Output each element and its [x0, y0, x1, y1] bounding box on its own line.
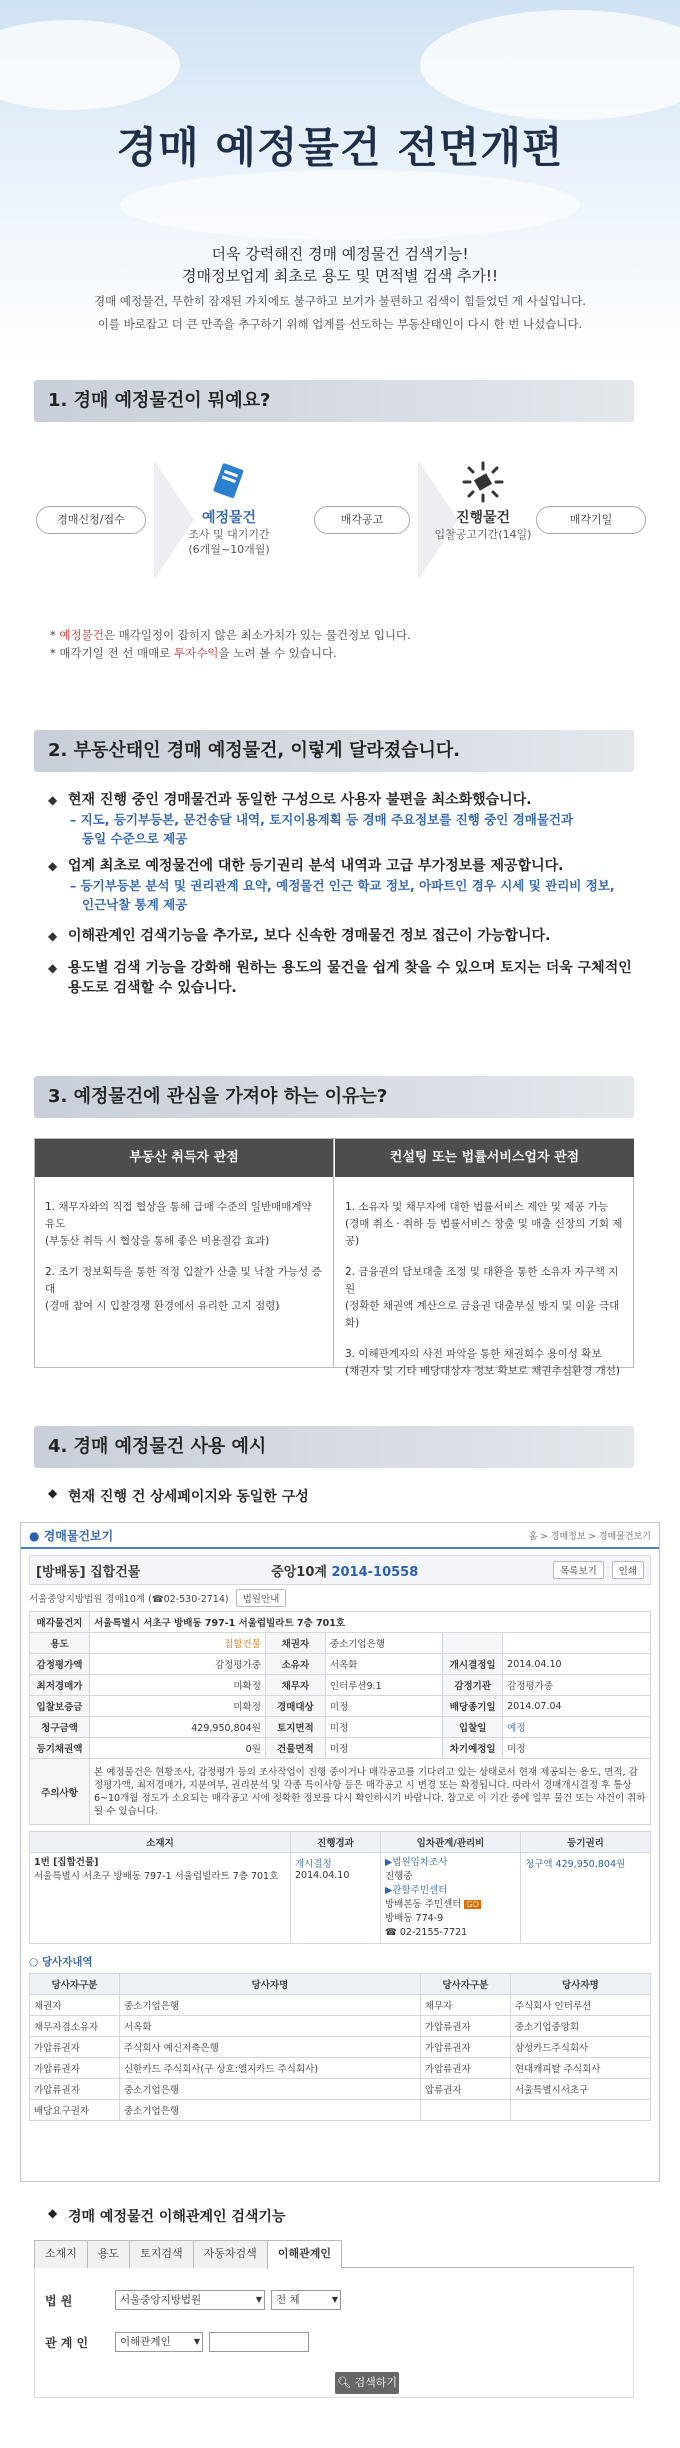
progress-status: 개시결정: [295, 1859, 332, 1870]
party-name: 삼성카드주식회사: [510, 2037, 650, 2058]
party-table: [29, 1973, 651, 2121]
cloud-decoration: [0, 20, 180, 110]
note-highlight: 예정물건: [59, 628, 104, 642]
party-name-input[interactable]: [209, 2332, 309, 2352]
field-label: 경매대상: [265, 1696, 325, 1717]
party-type: 가압류권자: [30, 2058, 120, 2079]
interest-search-heading: ◆ 경매 예정물건 이해관계인 검색기능: [48, 2206, 285, 2226]
party-type: 가압류권자: [420, 2058, 510, 2079]
consultant-point: (채권자 및 기타 배당대상자 정보 확보로 채권추심환경 개선): [345, 1365, 620, 1377]
court-line: 서울중앙지방법원 경매10계 (☎02-530-2714): [29, 1594, 229, 1605]
case-number: 중앙10계 2014-10558: [271, 1564, 419, 1580]
col-header: 당사자구분: [420, 1974, 510, 1995]
section-4-heading: 4. 경매 예정물건 사용 예시: [34, 1426, 634, 1468]
field-value: 중소기업은행: [325, 1633, 442, 1654]
field-value: 2014.04.10: [503, 1654, 651, 1675]
address-label: 매각물건지: [30, 1612, 90, 1633]
detail-title: ● 경매물건보기: [29, 1528, 114, 1543]
field-value: 미정: [325, 1696, 442, 1717]
field-label: 감정기관: [443, 1675, 503, 1696]
summary-row: [30, 1654, 651, 1675]
hero-banner: [0, 0, 680, 360]
party-type: 가압류권자: [30, 2079, 120, 2100]
col-header: 당사자명: [510, 1974, 650, 1995]
party-row: [30, 2100, 651, 2121]
party-name: [510, 2100, 650, 2121]
tab-location[interactable]: 소재지: [34, 2240, 88, 2268]
col-header: 당사자구분: [30, 1974, 120, 1995]
summary-row: [30, 1633, 651, 1654]
summary-row: [30, 1696, 651, 1717]
search-panel: [34, 2268, 634, 2398]
field-value: 감정평가중: [503, 1675, 651, 1696]
caution-text: 본 예정물건은 현황조사, 감정평가 등의 조사작업이 진행 중이거나 매각공고를 기다리고 있는 상태로서 현재 제공되는 용도, 면적, 감정평가액, 최저경매가, 지분여부, 권리분석 및 각종 특이사항 등은 매각공고 시 변경 또는 확정됩니다. 따라서 경매개시결정 후 통상 6~10개월 정도가 소요되는 매각공고 시에 정확한 정보를 다시 확인하시기 바랍니다. 참고로 이 기간 중에 일부 물건 또는 사건이 취하될 수 있습니다.: [90, 1759, 651, 1825]
feature-item: ◆ 이해관계인 검색기능을 추가로, 보다 신속한 경매물건 정보 접근이 가능합니다.: [48, 926, 648, 946]
field-value: 인터루션9.1: [325, 1675, 442, 1696]
tab-usage[interactable]: 용도: [87, 2240, 130, 2268]
lease-center-address: 방배동 774-9: [385, 1913, 444, 1924]
consultant-point: (정확한 채권액 계산으로 금융권 대출부실 방지 및 이윤 극대화): [345, 1300, 620, 1329]
perspective-table: [34, 1138, 634, 1377]
lease-court-status: 진행중: [385, 1871, 413, 1882]
buyer-column: [35, 1139, 334, 1367]
hero-description-2: 이를 바로잡고 더 큰 만족을 추구하기 위해 업계를 선도하는 부동산태인이 다시 한 번 나섰습니다.: [97, 317, 583, 331]
court-label: 법 원: [45, 2294, 73, 2308]
case-summary-table: [29, 1611, 651, 1825]
party-type: 가압류권자: [420, 2037, 510, 2058]
party-name: 신한카드 주식회사(구 상호:엘지카드 주식회사): [120, 2058, 421, 2079]
court-info: [29, 1589, 651, 1607]
section-1-heading: 1. 경매 예정물건이 뭐예요?: [34, 380, 634, 422]
party-row: [30, 2058, 651, 2079]
party-row: [30, 2079, 651, 2100]
party-type: 배당요구권자: [30, 2100, 120, 2121]
field-label: 채권자: [265, 1633, 325, 1654]
case-type: [방배동] 집합건물: [36, 1564, 141, 1580]
consultant-point: 1. 소유자 및 채무자에 대한 법률서비스 제안 및 제공 가능: [345, 1201, 609, 1213]
party-type: 가압류권자: [30, 2037, 120, 2058]
list-button[interactable]: 목록보기: [553, 1561, 604, 1579]
summary-row: [30, 1717, 651, 1738]
field-value: 2014.07.04: [503, 1696, 651, 1717]
flow-step-notice: 매각공고: [314, 506, 410, 534]
flow-step-scheduled-title: 예정물건: [201, 510, 257, 526]
party-rows: [30, 1995, 651, 2121]
buyer-point: (부동산 취득 시 협상을 통해 좋은 비용절감 효과): [45, 1235, 270, 1247]
field-value: 429,950,804원: [90, 1717, 266, 1738]
field-value: 미정: [503, 1738, 651, 1759]
buyer-point: (경매 참여 시 입찰경쟁 환경에서 유리한 고지 점령): [45, 1300, 280, 1312]
note-highlight: 투자수익: [174, 646, 219, 660]
tab-interested-party[interactable]: 이해관계인: [267, 2240, 342, 2269]
field-label: 등기채권액: [30, 1738, 90, 1759]
field-label: 청구금액: [30, 1717, 90, 1738]
party-name: 중소기업은행: [120, 2079, 421, 2100]
field-label: 차기예정일: [443, 1738, 503, 1759]
field-label: [443, 1633, 503, 1654]
party-name: 중소기업중앙회: [510, 2016, 650, 2037]
field-label: 개시결정일: [443, 1654, 503, 1675]
lease-center-link[interactable]: ▶관할주민센터: [385, 1885, 448, 1896]
col-header: 등기권리: [521, 1832, 651, 1853]
page-title: 경매 예정물건 전면개편: [116, 123, 564, 172]
field-value: 미정: [325, 1717, 442, 1738]
party-type: 압류권자: [420, 2079, 510, 2100]
field-label: 소유자: [265, 1654, 325, 1675]
flow-step-scheduled-desc: (6개월~10개월): [188, 543, 270, 556]
col-header: 소재지: [30, 1832, 291, 1853]
circle-icon: ○: [29, 1956, 42, 1968]
party-name: 서울특별시서초구: [510, 2079, 650, 2100]
party-name: 주식회사 인터루션: [510, 1995, 650, 2016]
hero-subtitle-1: 더욱 강력해진 경매 예정물건 검색기능!: [211, 245, 469, 263]
field-label: 토지면적: [265, 1717, 325, 1738]
circle-icon: ●: [29, 1528, 44, 1543]
section-2-heading: 2. 부동산태인 경매 예정물건, 이렇게 달라졌습니다.: [34, 730, 634, 772]
flow-step-sale-date: 매각기일: [536, 506, 646, 534]
flow-step-scheduled-desc: 조사 및 대기기간: [188, 528, 270, 541]
detail-topbar: [21, 1523, 659, 1549]
party-section-title: ○ 당사자내역: [29, 1956, 93, 1968]
document-icon: [207, 460, 251, 504]
cloud-decoration: [120, 170, 580, 240]
party-type-select[interactable]: 이해관계인 ▼: [115, 2332, 203, 2352]
note-text: * 매각기일 전 선 매매로: [50, 646, 175, 660]
field-label: 감정평가액: [30, 1654, 90, 1675]
auction-detail-preview: [20, 1522, 660, 2182]
field-value: 미정: [325, 1738, 442, 1759]
caution-label: 주의사항: [30, 1759, 90, 1825]
field-value: 예정: [503, 1717, 651, 1738]
feature-detail: – 지도, 등기부등본, 문건송달 내역, 토지이용계획 등 경매 주요정보를 진행 중인 경매물건과: [70, 812, 574, 827]
flow-step-progressing-desc: 입찰공고기간(14일): [434, 528, 532, 541]
lease-center-name: 방배본동 주민센터: [385, 1899, 462, 1910]
field-label: 건물면적: [265, 1738, 325, 1759]
field-label: 입찰일: [443, 1717, 503, 1738]
party-type: [420, 2100, 510, 2121]
lease-court-link[interactable]: ▶법원임차조사: [385, 1857, 448, 1868]
print-button[interactable]: 인쇄: [612, 1561, 644, 1579]
note-text: 은 매각일정이 잡히지 않은 최소가치가 있는 물건정보 입니다.: [103, 628, 411, 642]
party-name: 주식회사 예신저축은행: [120, 2037, 421, 2058]
consultant-point: 3. 이해관계자의 사전 파악을 통한 채권회수 용이성 확보: [345, 1348, 602, 1360]
flow-step-progressing-title: 진행물건: [455, 510, 511, 526]
search-button[interactable]: 🔍︎ 검색하기: [335, 2372, 399, 2394]
field-value: 0원: [90, 1738, 266, 1759]
party-name: 현대캐피탈 주식회사: [510, 2058, 650, 2079]
party-type: 채무자: [420, 1995, 510, 2016]
party-type: 채무자겸소유자: [30, 2016, 120, 2037]
consultant-column-header: 컨설팅 또는 법률서비스업자 관점: [335, 1139, 634, 1177]
note-text: *: [50, 628, 60, 642]
consultant-point: 2. 금융권의 담보대출 조정 및 대환을 통한 소유자 자구책 지원: [345, 1266, 619, 1295]
flow-step-application: 경매신청/접수: [36, 506, 146, 534]
note-text: 을 노려 볼 수 있습니다.: [218, 646, 337, 660]
field-value: 집합건물: [90, 1633, 266, 1654]
feature-detail: – 등기부등본 분석 및 권리관계 요약, 예정물건 인근 학교 정보, 아파트인 경우 시세 및 관리비 정보,: [70, 878, 615, 893]
consultant-point: (경매 취소 · 취하 등 법률서비스 창출 및 매출 신장의 기회 제공): [345, 1218, 623, 1247]
search-tabs: [34, 2240, 634, 2268]
property-title: 1번 [집합건물]: [34, 1857, 99, 1868]
lease-center-phone: ☎ 02-2155-7721: [385, 1927, 468, 1938]
auction-flow: [36, 460, 646, 580]
summary-row: [30, 1738, 651, 1759]
field-value: 감정평가중: [90, 1654, 266, 1675]
feature-detail: 인근낙찰 통계 제공: [82, 897, 188, 912]
hero-description-1: 경매 예정물건, 무한히 잠재된 가치에도 불구하고 보기가 불편하고 검색이 힘들었던 게 사실입니다.: [94, 294, 586, 308]
buyer-point: 2. 조기 정보획득을 통한 적정 입찰가 산출 및 낙찰 가능성 증대: [45, 1266, 322, 1295]
field-value: [503, 1633, 651, 1654]
section-4-subheading: ◆ 현재 진행 건 상세페이지와 동일한 구성: [48, 1486, 309, 1506]
summary-row: [30, 1675, 651, 1696]
feature-item: ◆ 업계 최초로 예정물건에 대한 등기권리 분석 내역과 고급 부가정보를 제공합니다.: [48, 856, 648, 876]
go-badge[interactable]: GO: [466, 1900, 479, 1909]
feature-item: ◆ 현재 진행 중인 경매물건과 동일한 구성으로 사용자 불편을 최소화했습니다.: [48, 790, 648, 810]
col-header: 당사자명: [120, 1974, 421, 1995]
court-select[interactable]: 서울중앙지방법원 ▼: [115, 2290, 265, 2310]
party-row: [30, 1995, 651, 2016]
party-type: 채권자: [30, 1995, 120, 2016]
cloud-decoration: [420, 10, 680, 120]
section-3-heading: 3. 예정물건에 관심을 가져야 하는 이유는?: [34, 1076, 634, 1118]
field-value: 미확정: [90, 1696, 266, 1717]
progress-date: 2014.04.10: [295, 1870, 350, 1881]
party-type: 가압류권자: [420, 2016, 510, 2037]
party-name: 중소기업은행: [120, 1995, 421, 2016]
progress-table: [29, 1831, 651, 1944]
field-value: 서옥화: [325, 1654, 442, 1675]
gavel-icon: [461, 460, 505, 504]
field-label: 용도: [30, 1633, 90, 1654]
court-guide-button[interactable]: 법원안내: [236, 1589, 287, 1607]
buyer-point: 1. 채무자와의 직접 협상을 통해 급매 수준의 일반매매계약 유도: [45, 1201, 312, 1230]
section-1-notes: [50, 626, 411, 662]
flow-step-scheduled: [154, 460, 304, 557]
field-label: 배당종기일: [443, 1696, 503, 1717]
tab-car[interactable]: 자동차검색: [193, 2240, 268, 2268]
summary-rows: [30, 1633, 651, 1759]
flow-step-progressing: [408, 460, 558, 542]
field-value: 미확정: [90, 1675, 266, 1696]
address-value: 서울특별시 서초구 방배동 797-1 서울럽빌라트 7층 701호: [90, 1612, 651, 1633]
hero-subtitle-2: 경매정보업계 최초로 용도 및 면적별 검색 추가!!: [182, 267, 498, 285]
field-label: 채무자: [265, 1675, 325, 1696]
buyer-column-header: 부동산 취득자 관점: [35, 1139, 333, 1177]
registered-right: 청구액 429,950,804원: [525, 1859, 626, 1870]
feature-item-cont: 용도로 검색할 수 있습니다.: [68, 980, 237, 996]
field-label: 최저경매가: [30, 1675, 90, 1696]
col-header: 진행경과: [291, 1832, 381, 1853]
consultant-column: [335, 1139, 634, 1377]
property-address: 서울특별시 서초구 방배동 797-1 서울럽빌라트 7층 701호: [34, 1871, 279, 1882]
party-row: [30, 2016, 651, 2037]
feature-detail: 동일 수준으로 제공: [82, 831, 188, 846]
tab-land[interactable]: 토지검색: [129, 2240, 194, 2268]
party-name: 중소기업은행: [120, 2100, 421, 2121]
party-name: 서옥화: [120, 2016, 421, 2037]
breadcrumb: 홈 > 경매정보 > 경매물건보기: [528, 1531, 651, 1542]
field-label: 입찰보증금: [30, 1696, 90, 1717]
party-row: [30, 2037, 651, 2058]
feature-item: ◆ 용도별 검색 기능을 강화해 원하는 용도의 물건을 쉽게 찾을 수 있으며 토지는 더욱 구체적인: [48, 958, 648, 978]
dept-select[interactable]: 전 체 ▼: [271, 2290, 341, 2310]
col-header: 임차관계/관리비: [381, 1832, 521, 1853]
search-icon: 🔍︎: [337, 2376, 351, 2389]
case-header: [29, 1555, 651, 1585]
section-2-list: [48, 782, 648, 998]
party-label: 관 계 인: [45, 2336, 89, 2350]
